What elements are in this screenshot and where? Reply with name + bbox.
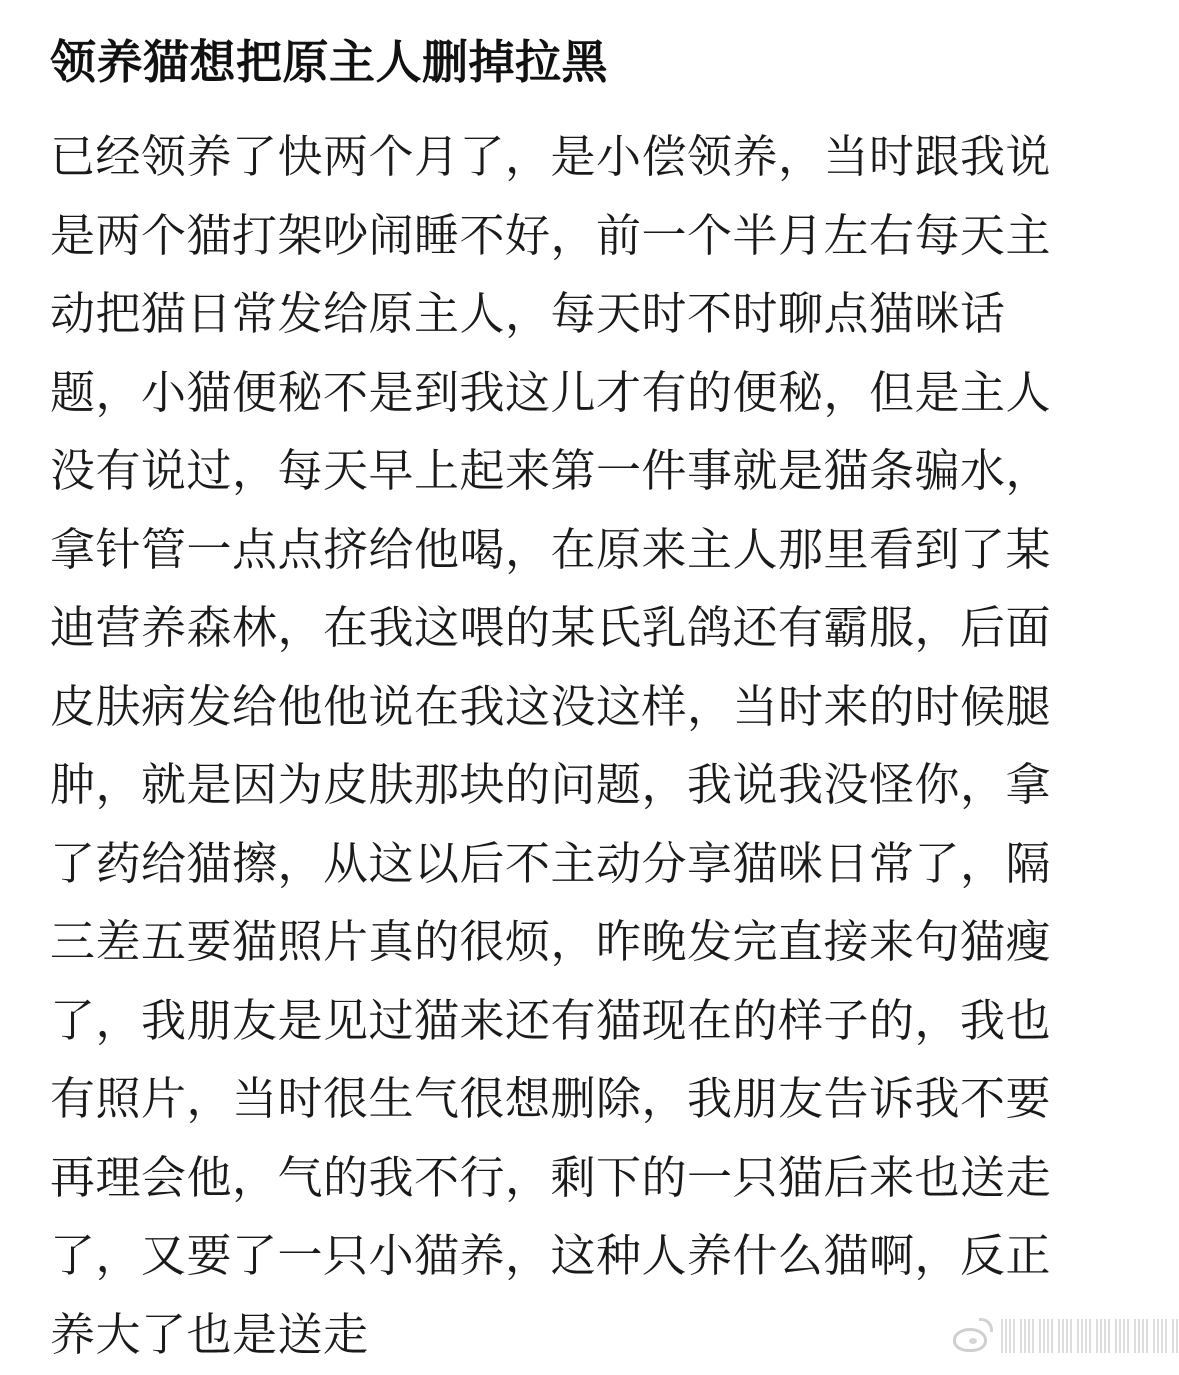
body-line: 已经领养了快两个月了，是小偿领养，当时跟我说 bbox=[50, 130, 1052, 183]
body-line: 了，我朋友是见过猫来还有猫现在的样子的，我也 bbox=[50, 993, 1052, 1047]
post-body bbox=[50, 118, 1130, 1374]
body-line: 皮肤病发给他他说在我这没这样，当时来的时候腿 bbox=[50, 679, 1052, 733]
watermark bbox=[949, 1311, 1169, 1361]
weibo-logo-icon bbox=[949, 1316, 995, 1356]
body-line: 是两个猫打架吵闹睡不好，前一个半月左右每天主 bbox=[50, 208, 1052, 262]
post-title: 领养猫想把原主人删掉拉黑 bbox=[50, 35, 608, 89]
body-line: 动把猫日常发给原主人，每天时不时聊点猫咪话 bbox=[50, 287, 1006, 340]
body-line: 了，又要了一只小猫养，这种人养什么猫啊，反正 bbox=[50, 1229, 1052, 1282]
body-line: 没有说过，每天早上起来第一件事就是猫条骗水， bbox=[50, 444, 1052, 497]
body-line: 迪营养森林，在我这喂的某氏乳鸽还有霸服，后面 bbox=[50, 601, 1052, 654]
watermark-text-blur bbox=[1001, 1319, 1179, 1353]
body-line: 了药给猫擦，从这以后不主动分享猫咪日常了，隔 bbox=[50, 836, 1052, 890]
body-line: 养大了也是送走 bbox=[50, 1307, 369, 1361]
body-line: 拿针管一点点挤给他喝，在原来主人那里看到了某 bbox=[50, 522, 1052, 576]
body-line: 三差五要猫照片真的很烦，昨晚发完直接来句猫瘦 bbox=[50, 915, 1052, 968]
body-line: 有照片，当时很生气很想删除，我朋友告诉我不要 bbox=[50, 1072, 1052, 1125]
body-line: 题，小猫便秘不是到我这儿才有的便秘，但是主人 bbox=[50, 365, 1052, 419]
body-line: 再理会他，气的我不行，剩下的一只猫后来也送走 bbox=[50, 1150, 1052, 1204]
body-line: 肿，就是因为皮肤那块的问题，我说我没怪你，拿 bbox=[50, 758, 1052, 811]
